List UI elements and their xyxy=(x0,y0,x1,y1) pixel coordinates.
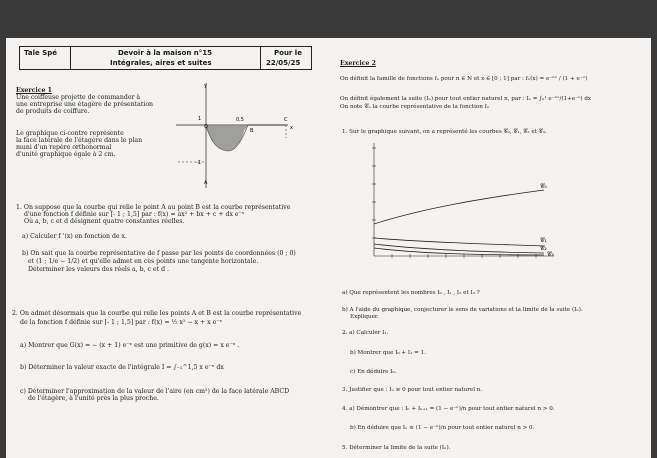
point-c-label: C xyxy=(284,117,288,123)
ex1-q2a: a) Montrer que G(x) = − (x + 1) e⁻ˣ est une primitive de g(x) = x e⁻ˣ . xyxy=(20,342,240,349)
ex2-qa: a) Que représentent les nombres I₀ , I₁ , I₂ et I₃ ? xyxy=(342,290,480,296)
ex2-q4a: 4. a) Démontrer que : Iₙ + Iₙ₊₁ = (1 − e⁻ⁿ)/n pour tout entier naturel n > 0. xyxy=(342,406,555,412)
header-title-cell xyxy=(70,47,261,69)
ex1-title: Exercice 1 xyxy=(16,87,52,94)
curves-graph xyxy=(364,138,564,263)
label-c3: 𝒞₃ xyxy=(547,251,554,258)
header-date: 22/05/25 xyxy=(266,59,301,67)
ex2-qb: b) A l'aide du graphique, conjecturer le sens de variations et la limite de la suite (Iₙ). xyxy=(342,307,583,313)
ex2-qb-line2: Expliquer. xyxy=(350,314,379,320)
ex1-graph-text: muni d'un repère orthonormal xyxy=(16,144,112,151)
ex2-q5: 5. Déterminer la limite de la suite (Iₙ). xyxy=(342,445,451,451)
label-c2: 𝒞₂ xyxy=(540,245,547,252)
ex2-def-family: On définit la famille de fonctions fₙ pour n ∈ N et x ∈ [0 ; 1] par : fₙ(x) = e⁻ⁿˣ / (1 + e⁻ˣ) xyxy=(340,76,588,82)
point-b-label: B xyxy=(250,128,254,134)
header-level: Tale Spé xyxy=(24,49,57,57)
ex1-q2b: b) Déterminer la valeur exacte de l'intégrale I = ∫₋₁^1,5 x e⁻ˣ dx xyxy=(20,364,224,371)
ex1-q1: 1. On suppose que la courbe qui relie le point A au point B est la courbe représentative xyxy=(16,204,291,211)
point-a-label: A xyxy=(204,180,208,186)
ex1-q1-line3: Où a, b, c et d désignent quatre constantes réelles. xyxy=(24,218,185,225)
header-box xyxy=(19,46,312,70)
ex2-q1: 1. Sur le graphique suivant, on a représenté les courbes 𝒞₀, 𝒞₁, 𝒞₂ et 𝒞₃. xyxy=(342,129,547,135)
ex1-intro-line: de produits de coiffure. xyxy=(16,108,90,115)
header-title-line1: Devoir à la maison n°15 xyxy=(118,49,212,57)
ex2-note: On note 𝒞ₙ la courbe représentative de la fonction fₙ xyxy=(340,104,490,110)
tick-minus-one: -1 xyxy=(196,160,201,166)
label-c0: 𝒞₀ xyxy=(540,183,547,190)
origin-label: O xyxy=(204,124,208,130)
ex1-q1b-line3: Déterminer les valeurs des réels a, b, c et d . xyxy=(28,266,169,273)
ex2-q4b: b) En déduire que Iₙ ≤ (1 − e⁻ⁿ)/n pour tout entier naturel n > 0. xyxy=(350,425,535,431)
ex1-q2-line2: de la fonction f définie sur [- 1 ; 1,5] par : f(x) = ½ x² − x + x e⁻ˣ xyxy=(20,319,223,326)
ex1-q1b: b) On sait que la courbe représentative de f passe par les points de coordonnées (0 ; 0) xyxy=(22,250,296,257)
ex1-q2: 2. On admet désormais que la courbe qui relie les points A et B est la courbe représentative xyxy=(12,310,302,317)
curve-c0 xyxy=(374,190,544,224)
ex2-title: Exercice 2 xyxy=(340,60,376,67)
ex2-q2b: b) Montrer que I₀ + I₁ = 1. xyxy=(350,350,426,356)
ex1-intro-line: Une coiffeuse projette de commander à xyxy=(16,94,141,101)
header-title-line2: Intégrales, aires et suites xyxy=(110,59,212,67)
y-label: y xyxy=(204,83,207,89)
ex1-q1b-line2: et (1 ; 1/e − 1/2) et qu'elle admet en ces points une tangente horizontale. xyxy=(28,258,259,265)
ex1-q2c: c) Déterminer l'approximation de la valeur de l'aire (en cm²) de la face latérale ABCD xyxy=(20,388,290,395)
ex1-q2c-line2: de l'étagère, à l'unité près la plus proche. xyxy=(28,395,159,402)
ex2-q3: 3. Justifier que : Iₙ ≥ 0 pour tout entier naturel n. xyxy=(342,387,483,393)
tick-one: 1 xyxy=(198,116,202,122)
ex1-q1-line2: d'une fonction f définie sur [- 1 ; 1,5] par : f(x) = ax² + bx + c + dx e⁻ˣ xyxy=(24,211,245,218)
shelf-graph xyxy=(166,78,296,193)
ex1-graph-text: Le graphique ci-contre représente xyxy=(16,130,124,137)
worksheet-page xyxy=(6,38,651,458)
label-c1: 𝒞₁ xyxy=(540,237,547,244)
ex2-def-suite: On définit également la suite (Iₙ) pour tout entier naturel n, par : Iₙ = ∫₀¹ e⁻ⁿˣ/(1+e⁻ˣ) dx xyxy=(340,96,592,102)
curve-c3 xyxy=(374,248,544,255)
curve-c1 xyxy=(374,238,544,246)
ex1-intro-line: une entreprise une étagère de présentation xyxy=(16,101,154,108)
ex1-graph-text: la face latérale de l'étagère dans le plan xyxy=(16,137,143,144)
ex1-q1a: a) Calculer f '(x) en fonction de x. xyxy=(22,233,127,240)
ex1-graph-text: d'unité graphique égale à 2 cm. xyxy=(16,151,116,158)
header-pour-le: Pour le xyxy=(274,49,302,57)
header-date-cell xyxy=(260,47,311,69)
header-level-cell xyxy=(20,47,71,69)
ex2-q2c: c) En déduire I₀. xyxy=(350,369,397,375)
tick-half: 0,5 xyxy=(236,117,244,123)
ex2-q2a: 2. a) Calculer I₁. xyxy=(342,330,389,336)
x-label: x xyxy=(290,125,293,131)
